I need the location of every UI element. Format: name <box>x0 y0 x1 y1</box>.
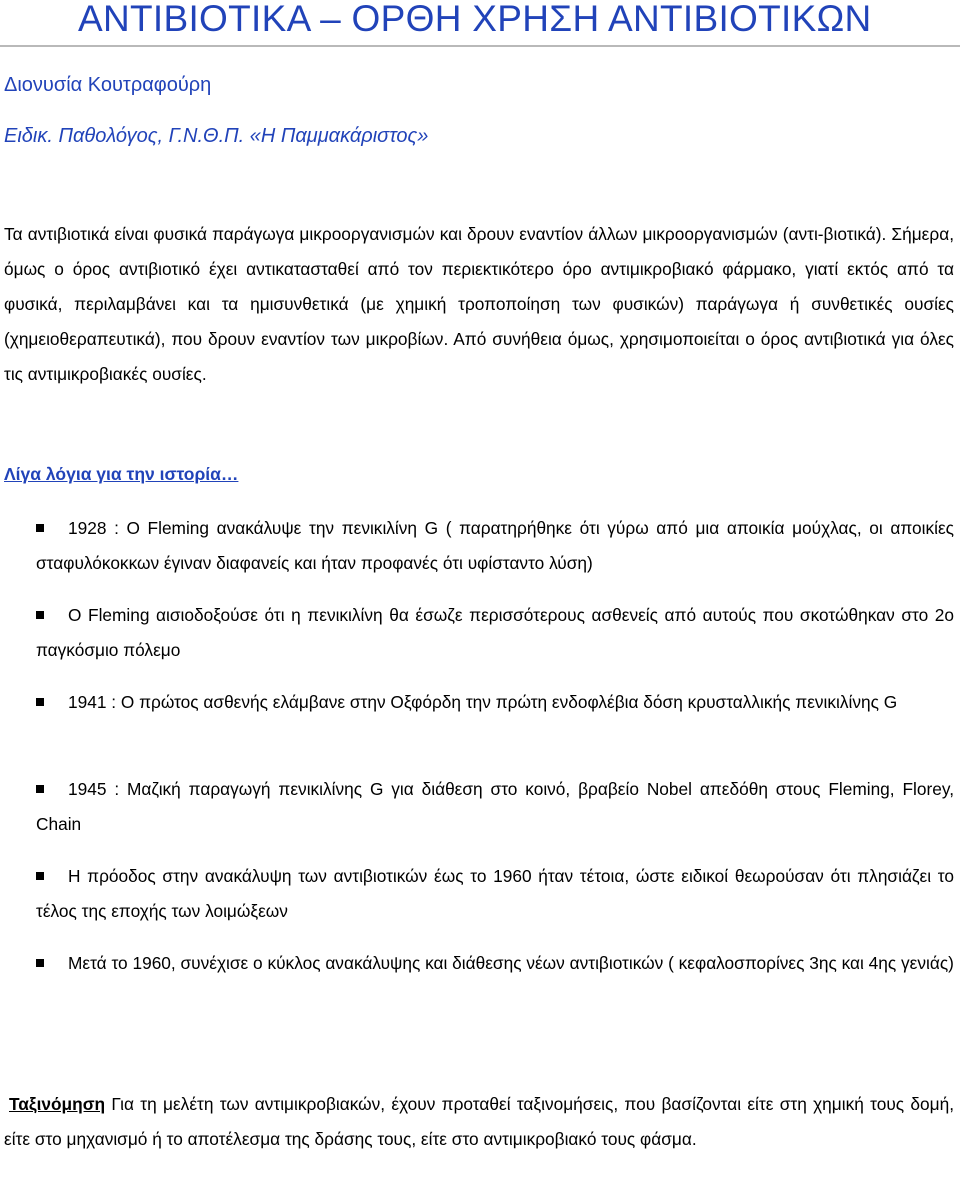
history-item <box>36 511 954 581</box>
square-bullet-icon <box>36 611 44 619</box>
square-bullet-icon <box>36 785 44 793</box>
author-name: Διονυσία Κουτραφούρη <box>4 74 212 96</box>
history-item <box>36 598 954 668</box>
history-item-text: 1945 : Μαζική παραγωγή πενικιλίνης G για διάθεση στο κοινό, βραβείο Nobel απεδόθη στους Fleming, Florey, Chain <box>36 779 954 834</box>
history-item-text: 1941 : Ο πρώτος ασθενής ελάμβανε στην Οξφόρδη την πρώτη ενδοφλέβια δόση κρυσταλλικής πενικιλίνης G <box>68 692 898 712</box>
author-affiliation: Ειδικ. Παθολόγος, Γ.Ν.Θ.Π. «Η Παμμακάριστος» <box>4 125 429 147</box>
classification-paragraph <box>4 1087 954 1157</box>
title-rule <box>0 45 960 47</box>
square-bullet-icon <box>36 524 44 532</box>
history-item-text: Ο Fleming αισιοδοξούσε ότι η πενικιλίνη θα έσωζε περισσότερους ασθενείς από αυτούς που σκοτώθηκαν στο 2ο παγκόσμιο πόλεμο <box>36 605 954 660</box>
history-item-text: Μετά το 1960, συνέχισε ο κύκλος ανακάλυψης και διάθεσης νέων αντιβιοτικών ( κεφαλοσπορίνες 3ης και 4ης γενιάς) <box>68 953 954 973</box>
square-bullet-icon <box>36 959 44 967</box>
classification-text: Για τη μελέτη των αντιμικροβιακών, έχουν προταθεί ταξινομήσεις, που βασίζονται είτε στη χημική τους δομή, είτε στο μηχανισμό ή το αποτέλεσμα της δράσης τους, είτε στο αντιμικροβιακό τους φάσμα. <box>4 1094 954 1149</box>
history-item-text: 1928 : Ο Fleming ανακάλυψε την πενικιλίνη G ( παρατηρήθηκε ότι γύρω από μια αποικία μούχλας, οι αποικίες σταφυλόκοκκων έγιναν διαφανείς και ήταν προφανές ότι υφίσταντο λύση) <box>36 518 954 573</box>
document-title: ΑΝΤΙΒΙΟΤΙΚΑ – ΟΡΘΗ ΧΡΗΣΗ ΑΝΤΙΒΙΟΤΙΚΩΝ <box>78 0 872 39</box>
intro-paragraph: Τα αντιβιοτικά είναι φυσικά παράγωγα μικροοργανισμών και δρουν εναντίον άλλων μικροοργανισμών (αντι-βιοτικά). Σήμερα, όμως ο όρος αντιβιοτικό έχει αντικατασταθεί από τον περιεκτικότερο όρο αντιμικροβιακό φάρμακο, γιατί εκτός από τα φυσικά, περιλαμβάνει και τα ημισυνθετικά (με χημική τροποποίηση των φυσικών) παράγωγα ή συνθετικές ουσίες (χημειοθεραπευτικά), που δρουν εναντίον των μικροβίων. Από συνήθεια όμως, χρησιμοποιείται ο όρος αντιβιοτικά για όλες τις αντιμικροβιακές ουσίες. <box>4 224 954 384</box>
history-item <box>36 772 954 842</box>
history-heading: Λίγα λόγια για την ιστορία… <box>4 464 239 484</box>
square-bullet-icon <box>36 698 44 706</box>
square-bullet-icon <box>36 872 44 880</box>
history-item <box>36 946 954 981</box>
classification-term: Ταξινόμηση <box>9 1094 106 1114</box>
history-item <box>36 685 954 720</box>
history-item <box>36 859 954 929</box>
history-item-text: Η πρόοδος στην ανακάλυψη των αντιβιοτικών έως το 1960 ήταν τέτοια, ώστε ειδικοί θεωρούσαν ότι πλησιάζει το τέλος της εποχής των λοιμώξεων <box>36 866 954 921</box>
